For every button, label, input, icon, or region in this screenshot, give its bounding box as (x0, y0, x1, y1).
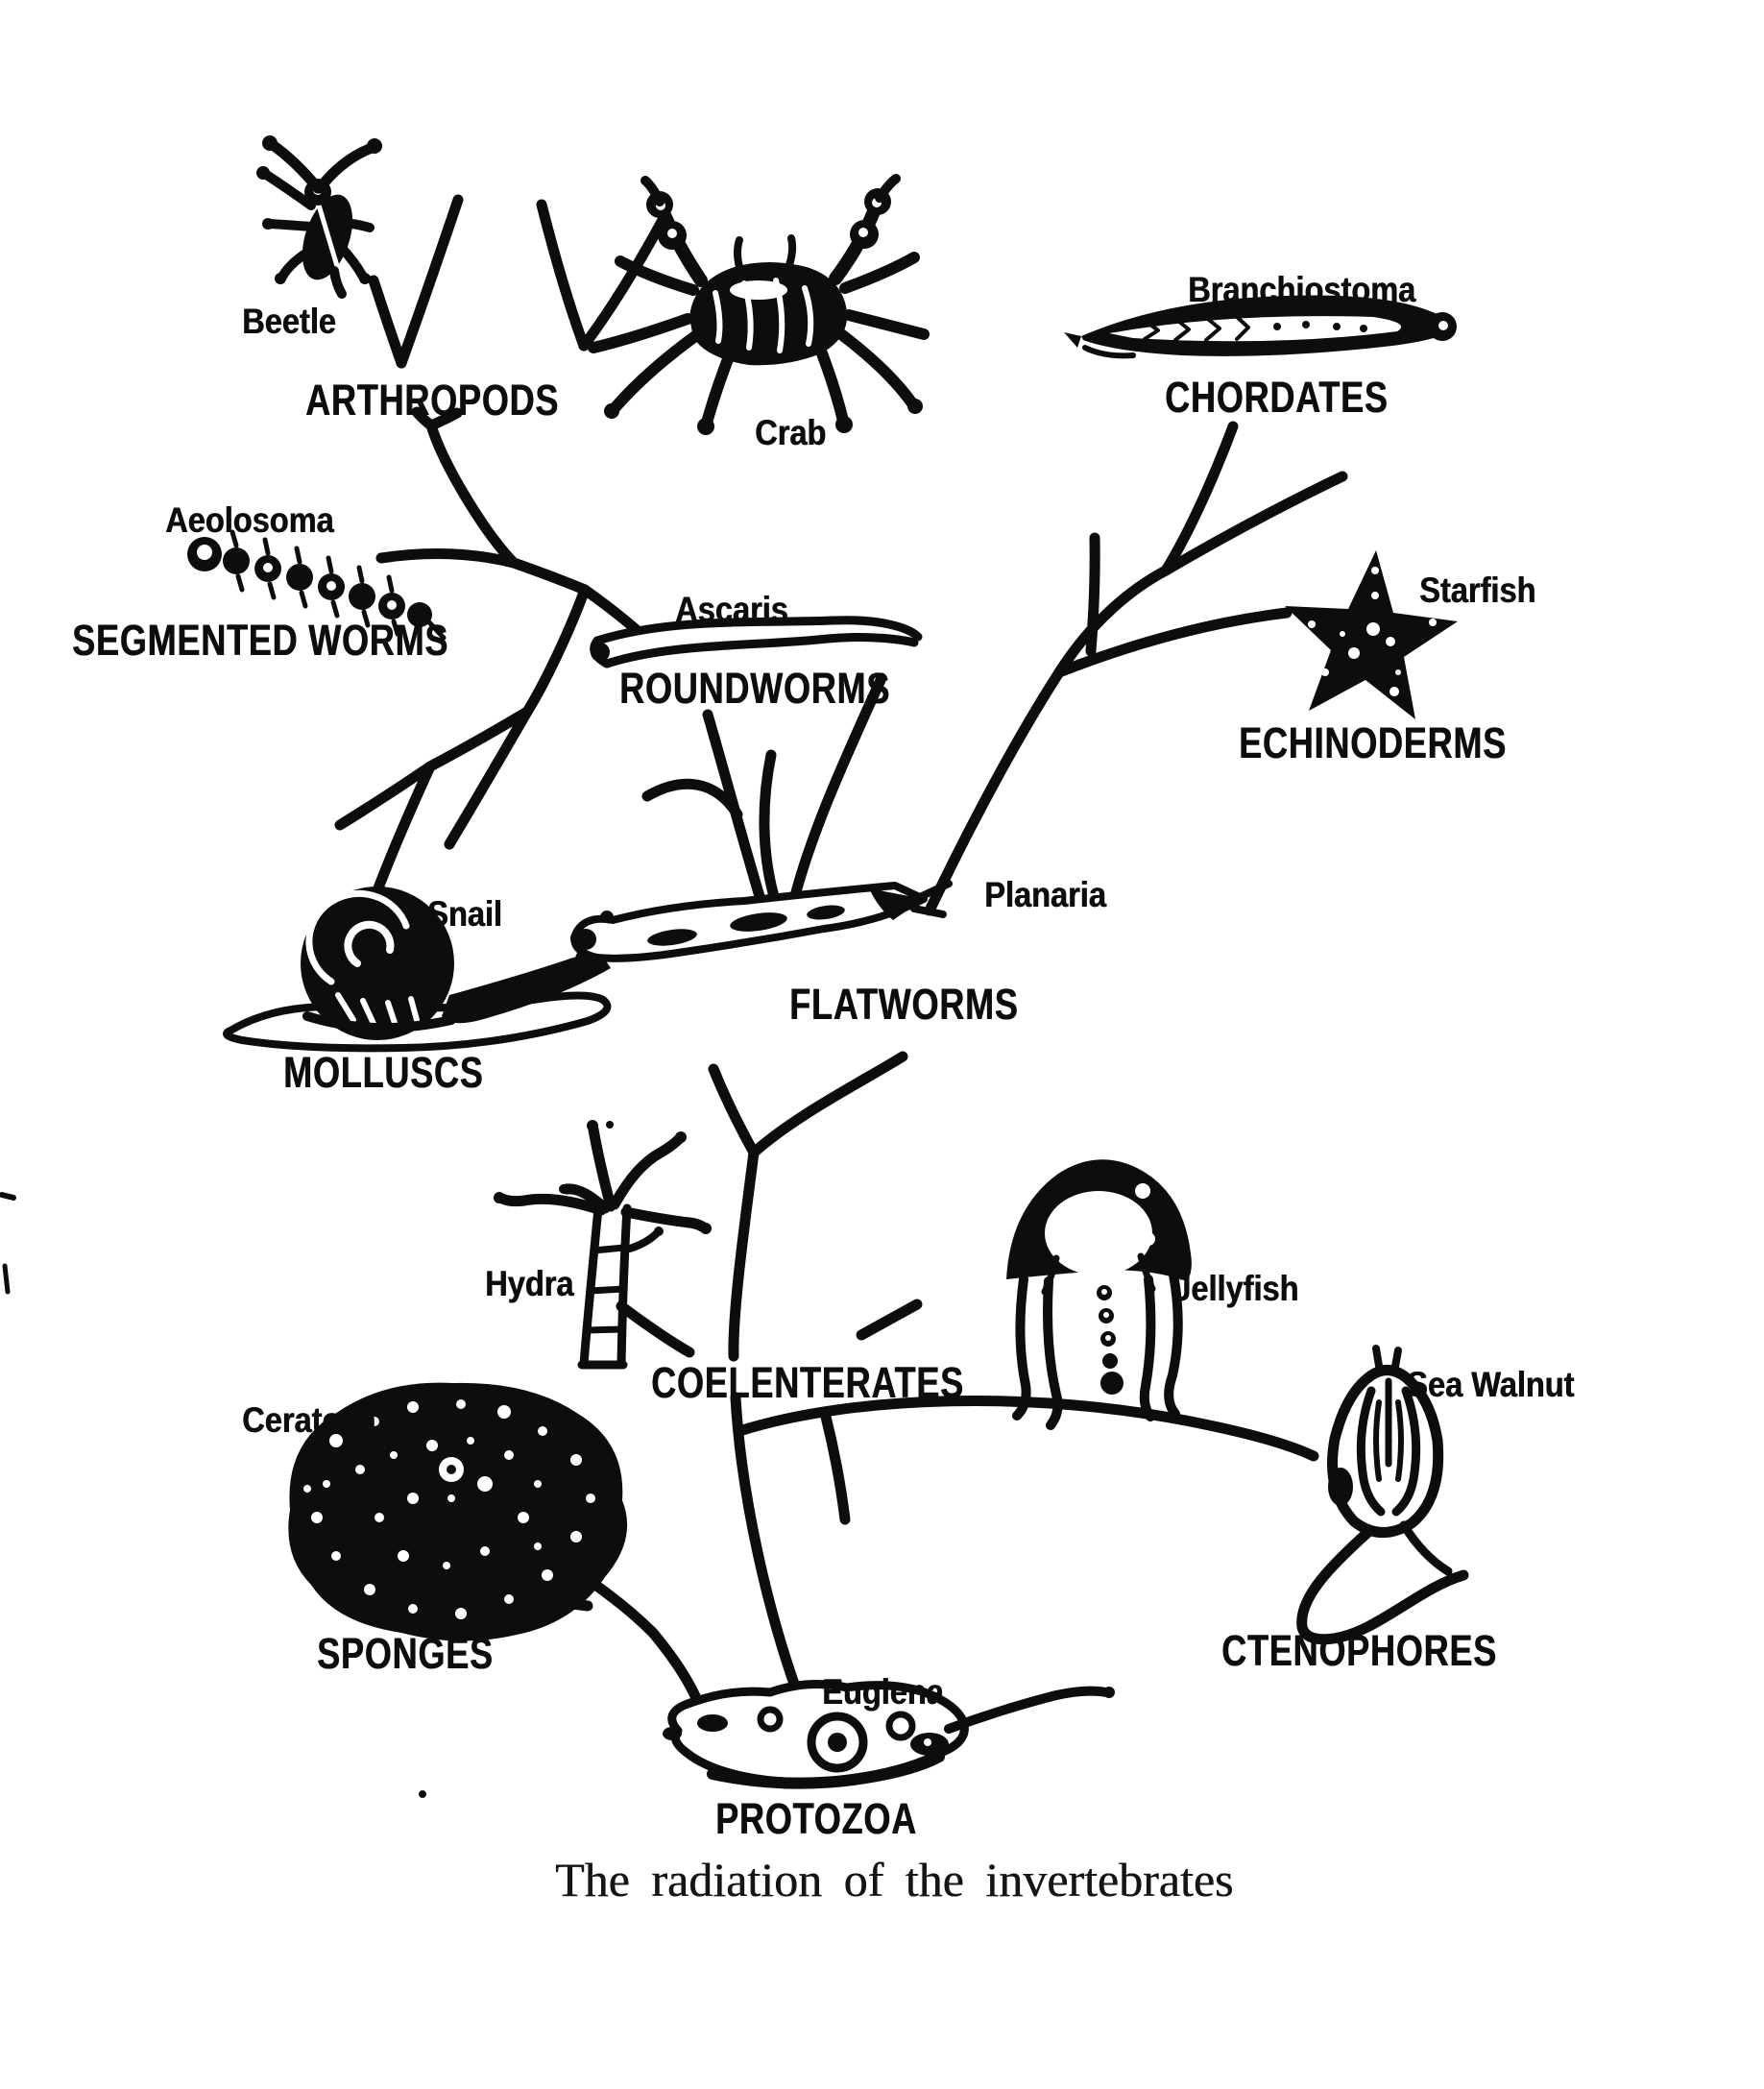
roundworms-label: ROUNDWORMS (619, 664, 890, 713)
ascaris-label: Ascaris (675, 590, 788, 629)
sponges-label: SPONGES (317, 1629, 494, 1678)
branch-beetle (374, 280, 401, 363)
figure-caption: The radiation of the invertebrates (555, 1853, 1234, 1907)
jellyfish-label: Jellyfish (1173, 1269, 1299, 1308)
flatworms-label: FLATWORMS (789, 980, 1019, 1029)
snail-label: Snail (427, 894, 502, 934)
branch-segmented-worms (381, 554, 585, 590)
protozoa-label: PROTOZOA (715, 1794, 917, 1843)
branch-ascaris (585, 590, 637, 630)
ceratosa-label: Ceratosa (242, 1400, 376, 1440)
branch-flatworm-mid (764, 755, 780, 914)
branch-echinoderm-spur (1091, 538, 1095, 651)
branch-hydra (621, 1306, 689, 1352)
hydra-illustration (494, 1120, 712, 1365)
branch-crab-v1 (542, 205, 584, 346)
crab-illustration (593, 179, 924, 435)
beetle-label: Beetle (242, 302, 336, 341)
branch-crab-left (401, 200, 458, 363)
ctenophores-label: CTENOPHORES (1221, 1626, 1497, 1675)
coelenterates-label: COELENTERATES (651, 1358, 964, 1407)
branch-chordate-stem (930, 571, 1166, 911)
segmented-worms-label: SEGMENTED WORMS (72, 616, 449, 665)
echinoderms-label: ECHINODERMS (1239, 718, 1507, 767)
aeolosoma-label: Aeolosoma (165, 500, 334, 540)
sea-walnut-label: Sea Walnut (1407, 1365, 1575, 1404)
crab-label: Crab (755, 413, 827, 452)
branch-arthropod-y (417, 412, 514, 563)
jellyfish-illustration (1006, 1159, 1192, 1425)
branch-coelenterate-left-arm (713, 1069, 754, 1153)
branch-coelenterate-right-arm (754, 1057, 903, 1153)
branchiostoma-label: Branchiostoma (1188, 270, 1416, 309)
arthropods-label: ARTHROPODS (305, 376, 560, 425)
planaria-label: Planaria (984, 875, 1106, 914)
beetle-illustration (256, 135, 382, 294)
chordates-label: CHORDATES (1165, 373, 1389, 422)
hydra-label: Hydra (485, 1264, 574, 1303)
euglena-label: Euglena (822, 1672, 944, 1712)
branch-trunk-lower (736, 1397, 800, 1700)
branch-ctenophore-spur (826, 1417, 845, 1519)
branch-stem-left (527, 590, 585, 712)
branch-mollusc-main (340, 712, 527, 909)
branch-jellyfish (861, 1304, 917, 1335)
starfish-label: Starfish (1419, 571, 1536, 610)
branch-flatworm-right (789, 678, 882, 920)
branch-coelenterate-trunk-upper (734, 1153, 754, 1356)
molluscs-label: MOLLUSCS (283, 1048, 484, 1097)
